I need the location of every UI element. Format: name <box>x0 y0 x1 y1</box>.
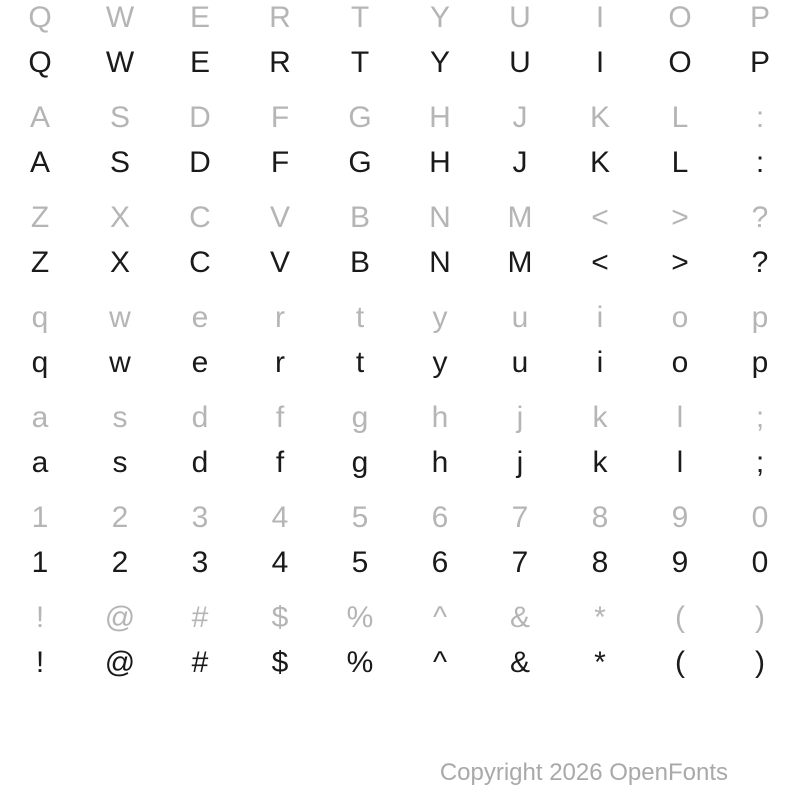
glyph-cell: T <box>350 1 370 34</box>
glyph-cell: 5 <box>351 501 369 534</box>
glyph-cell: L <box>671 146 689 179</box>
glyph-cell: u <box>511 346 529 379</box>
glyph-cell: O <box>668 1 692 34</box>
glyph-cell: j <box>516 401 524 434</box>
glyph-cell: J <box>512 146 528 179</box>
glyph-cell: % <box>346 601 374 634</box>
glyph-cell: ? <box>751 201 769 234</box>
glyph-cell: U <box>509 46 531 79</box>
glyph-cell: & <box>509 601 530 634</box>
glyph-cell: : <box>755 101 765 134</box>
glyph-cell: 4 <box>271 501 289 534</box>
copyright-text: Copyright 2026 OpenFonts <box>439 759 728 786</box>
glyph-cell: S <box>109 146 130 179</box>
glyph-cell: q <box>31 301 49 334</box>
glyph-cell: K <box>589 146 610 179</box>
glyph-cell: p <box>751 301 769 334</box>
glyph-cell: ) <box>755 601 765 634</box>
glyph-cell: s <box>112 401 128 434</box>
glyph-cell: L <box>671 101 689 134</box>
glyph-cell: < <box>591 201 609 234</box>
glyph-cell: j <box>516 446 524 479</box>
glyph-cell: O <box>668 46 692 79</box>
glyph-cell: 5 <box>351 546 369 579</box>
glyph-cell: M <box>507 246 533 279</box>
glyph-cell: B <box>349 201 370 234</box>
glyph-row-ink <box>0 545 800 581</box>
glyph-cell: 0 <box>751 501 769 534</box>
glyph-cell: F <box>270 101 290 134</box>
glyph-cell: 7 <box>511 501 529 534</box>
glyph-row-muted <box>0 200 800 236</box>
glyph-cell: % <box>346 646 374 679</box>
glyph-cell: G <box>348 146 372 179</box>
glyph-cell: ) <box>755 646 765 679</box>
glyph-cell: R <box>269 1 291 34</box>
glyph-cell: y <box>432 346 448 379</box>
glyph-cell: w <box>109 346 131 379</box>
glyph-cell: ; <box>755 401 765 434</box>
glyph-cell: @ <box>104 646 136 679</box>
glyph-cell: U <box>509 1 531 34</box>
glyph-cell: Q <box>28 1 52 34</box>
glyph-cell: ? <box>751 246 769 279</box>
glyph-row-muted <box>0 600 800 636</box>
glyph-cell: Z <box>30 246 50 279</box>
glyph-row-ink <box>0 445 800 481</box>
glyph-cell: E <box>189 1 210 34</box>
glyph-cell: G <box>348 101 372 134</box>
glyph-cell: f <box>275 446 285 479</box>
glyph-row-ink <box>0 345 800 381</box>
glyph-cell: ! <box>35 646 45 679</box>
glyph-cell: r <box>275 346 285 379</box>
glyph-cell: w <box>109 301 131 334</box>
glyph-cell: k <box>592 401 608 434</box>
glyph-cell: X <box>109 246 130 279</box>
glyph-row-ink <box>0 645 800 681</box>
glyph-cell: > <box>671 246 689 279</box>
glyph-cell: H <box>429 101 451 134</box>
glyph-cell: > <box>671 201 689 234</box>
glyph-cell: & <box>509 646 530 679</box>
glyph-cell: I <box>595 1 605 34</box>
glyph-cell: Z <box>30 201 50 234</box>
glyph-cell: d <box>191 401 209 434</box>
glyph-cell: k <box>592 446 608 479</box>
glyph-cell: $ <box>271 646 289 679</box>
glyph-cell: e <box>191 346 209 379</box>
glyph-cell: ( <box>675 646 685 679</box>
glyph-cell: t <box>355 301 365 334</box>
glyph-cell: 7 <box>511 546 529 579</box>
glyph-cell: 3 <box>191 501 209 534</box>
glyph-cell: d <box>191 446 209 479</box>
glyph-row-ink <box>0 245 800 281</box>
glyph-cell: g <box>351 446 369 479</box>
glyph-cell: l <box>676 446 684 479</box>
glyph-cell: < <box>591 246 609 279</box>
glyph-cell: ( <box>675 601 685 634</box>
glyph-cell: ; <box>755 446 765 479</box>
glyph-cell: 6 <box>431 546 449 579</box>
glyph-cell: h <box>431 446 449 479</box>
glyph-cell: o <box>671 346 689 379</box>
glyph-cell: C <box>189 201 211 234</box>
glyph-cell: 1 <box>31 501 49 534</box>
glyph-cell: * <box>594 601 606 634</box>
glyph-cell: K <box>589 101 610 134</box>
glyph-cell: S <box>109 101 130 134</box>
glyph-cell: Y <box>429 46 450 79</box>
glyph-cell: t <box>355 346 365 379</box>
glyph-cell: 4 <box>271 546 289 579</box>
glyph-cell: @ <box>104 601 136 634</box>
glyph-row-muted <box>0 400 800 436</box>
glyph-cell: F <box>270 146 290 179</box>
glyph-cell: 1 <box>31 546 49 579</box>
glyph-cell: o <box>671 301 689 334</box>
glyph-cell: a <box>31 446 49 479</box>
glyph-cell: ! <box>35 601 45 634</box>
glyph-cell: 0 <box>751 546 769 579</box>
glyph-row-muted <box>0 500 800 536</box>
glyph-cell: l <box>676 401 684 434</box>
glyph-cell: 9 <box>671 546 689 579</box>
glyph-cell: f <box>275 401 285 434</box>
glyph-cell: * <box>594 646 606 679</box>
glyph-cell: T <box>350 46 370 79</box>
glyph-cell: B <box>349 246 370 279</box>
glyph-row-muted <box>0 100 800 136</box>
glyph-cell: 8 <box>591 546 609 579</box>
glyph-cell: i <box>596 301 604 334</box>
glyph-cell: E <box>189 46 210 79</box>
glyph-cell: 2 <box>111 501 129 534</box>
glyph-cell: D <box>189 146 211 179</box>
glyph-row-ink <box>0 45 800 81</box>
glyph-cell: ^ <box>432 601 448 634</box>
glyph-row-muted <box>0 300 800 336</box>
glyph-cell: I <box>595 46 605 79</box>
glyph-cell: r <box>275 301 285 334</box>
glyph-cell: ^ <box>432 646 448 679</box>
glyph-cell: p <box>751 346 769 379</box>
glyph-cell: P <box>749 46 770 79</box>
glyph-cell: H <box>429 146 451 179</box>
glyph-cell: 6 <box>431 501 449 534</box>
glyph-row-muted <box>0 0 800 36</box>
glyph-cell: 8 <box>591 501 609 534</box>
glyph-cell: J <box>512 101 528 134</box>
glyph-cell: Y <box>429 1 450 34</box>
glyph-cell: s <box>112 446 128 479</box>
glyph-cell: W <box>105 46 135 79</box>
glyph-cell: 3 <box>191 546 209 579</box>
glyph-cell: W <box>105 1 135 34</box>
glyph-cell: q <box>31 346 49 379</box>
glyph-cell: h <box>431 401 449 434</box>
glyph-cell: a <box>31 401 49 434</box>
glyph-cell: D <box>189 101 211 134</box>
glyph-cell: R <box>269 46 291 79</box>
glyph-cell: # <box>191 646 209 679</box>
glyph-cell: e <box>191 301 209 334</box>
glyph-cell: 2 <box>111 546 129 579</box>
glyph-cell: Q <box>28 46 52 79</box>
glyph-cell: $ <box>271 601 289 634</box>
glyph-cell: M <box>507 201 533 234</box>
glyph-cell: V <box>269 246 290 279</box>
glyph-cell: N <box>429 246 451 279</box>
glyph-row-ink <box>0 145 800 181</box>
glyph-cell: # <box>191 601 209 634</box>
glyph-cell: y <box>432 301 448 334</box>
glyph-cell: u <box>511 301 529 334</box>
glyph-cell: V <box>269 201 290 234</box>
glyph-cell: A <box>29 101 50 134</box>
glyph-cell: N <box>429 201 451 234</box>
glyph-cell: X <box>109 201 130 234</box>
glyph-cell: i <box>596 346 604 379</box>
glyph-cell: 9 <box>671 501 689 534</box>
glyph-cell: g <box>351 401 369 434</box>
glyph-cell: A <box>29 146 50 179</box>
glyph-cell: C <box>189 246 211 279</box>
glyph-cell: : <box>755 146 765 179</box>
glyph-cell: P <box>749 1 770 34</box>
